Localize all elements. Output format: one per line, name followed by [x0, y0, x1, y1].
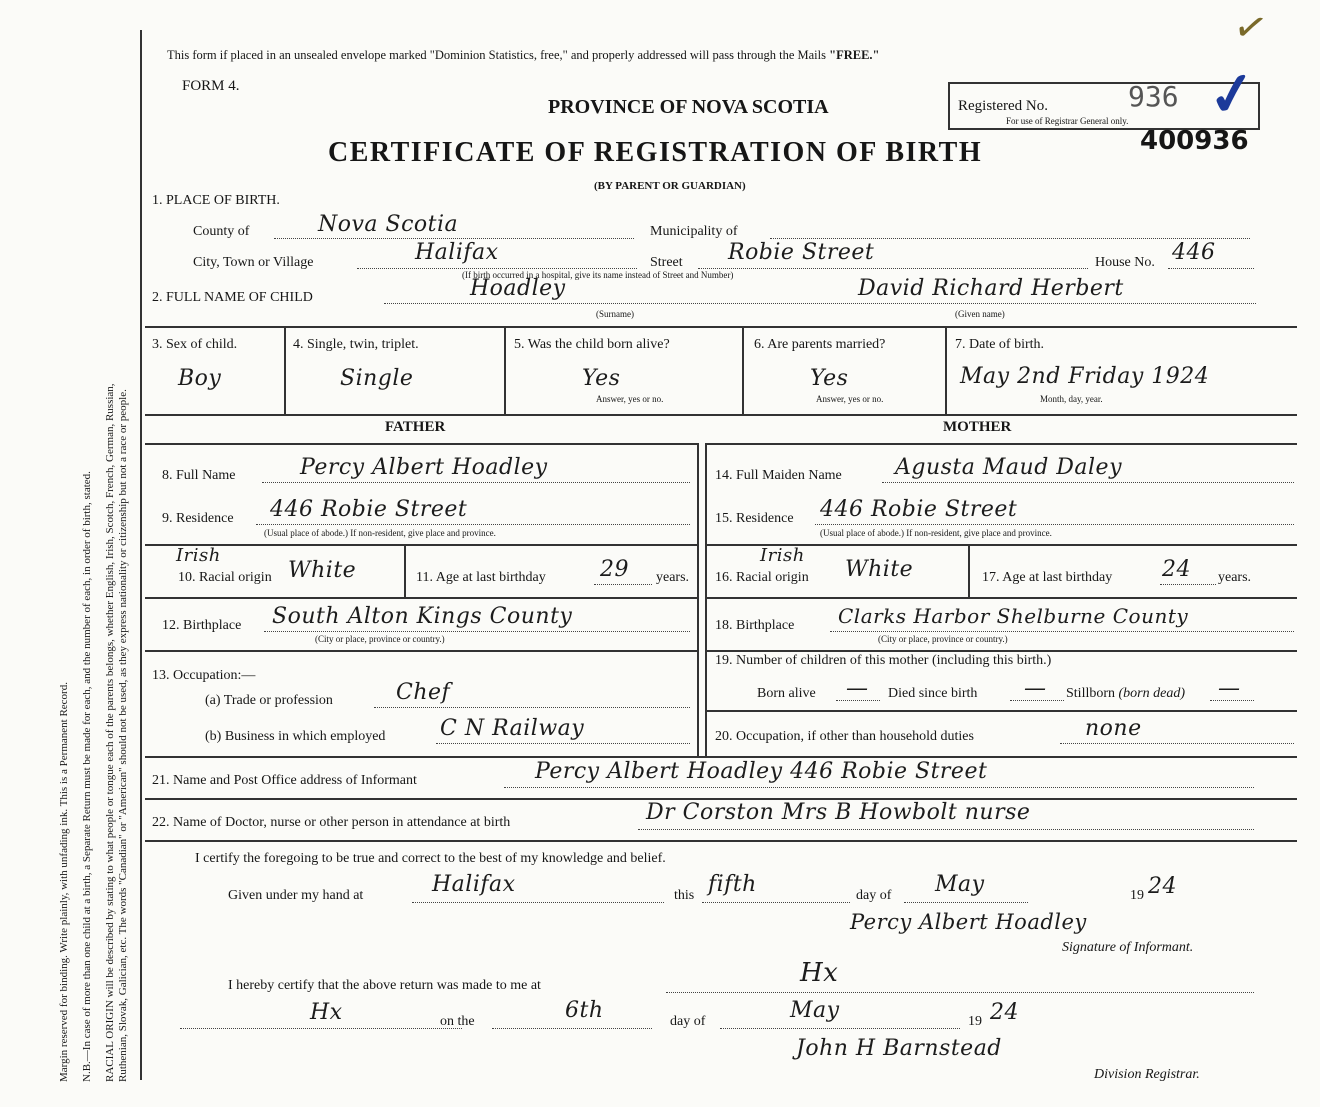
certify-text: I certify the foregoing to be true and correct to the best of my knowledge and belief. [195, 851, 666, 866]
father-heading: FATHER [385, 419, 446, 435]
city-label: City, Town or Village [193, 255, 314, 270]
plurality-value: Single [340, 366, 414, 391]
mother-heading: MOTHER [943, 419, 1012, 435]
child-given-note: (Given name) [955, 309, 1005, 319]
born-alive-label: 5. Was the child born alive? [514, 337, 670, 352]
father-birthplace-underline [264, 631, 690, 632]
mother-name-label: 14. Full Maiden Name [715, 468, 842, 483]
father-business-underline [436, 743, 690, 744]
father-business-value: C N Railway [440, 716, 585, 741]
father-racial-label: 10. Racial origin [178, 570, 272, 585]
doctor-underline [638, 829, 1254, 830]
given-place-underline [412, 902, 664, 903]
father-birthplace-note: (City or place, province or country.) [315, 634, 445, 644]
doctor-value: Dr Corston Mrs B Howbolt nurse [646, 800, 1031, 825]
mother-racial-bottom-rule [707, 597, 1297, 599]
married-label: 6. Are parents married? [754, 337, 886, 352]
certificate-title: CERTIFICATE OF REGISTRATION OF BIRTH [328, 137, 983, 168]
binding-margin-line [140, 30, 142, 1080]
child-surname-value: Hoadley [470, 276, 566, 301]
informant-value: Percy Albert Hoadley 446 Robie Street [535, 759, 988, 784]
margin-note-3: RACIAL ORIGIN will be described by stating to what people or tongue each of the parents belongs, whether English, Irish, Scotch, French, German, Russian, [104, 383, 116, 1082]
mother-occupation-value: none [1085, 716, 1142, 741]
city-value: Halifax [415, 240, 499, 265]
mother-racial-value: White [845, 557, 914, 582]
form-number: FORM 4. [182, 78, 240, 94]
child-name-underline [384, 303, 1256, 304]
mother-birthplace-bottom-rule [707, 650, 1297, 652]
division-registrar-label: Division Registrar. [1094, 1067, 1200, 1082]
mother-birthplace-label: 18. Birthplace [715, 618, 795, 633]
born-alive-note: Answer, yes or no. [596, 394, 664, 404]
street-value: Robie Street [728, 240, 875, 265]
row-3-bottom-rule [145, 414, 1297, 416]
mother-stillborn-label [1066, 686, 1185, 702]
registrar-place-value: Hx [800, 958, 839, 988]
house-value: 446 [1172, 240, 1216, 265]
father-age-unit: years. [656, 570, 690, 585]
stamp-number: 400936 [1140, 126, 1249, 156]
sex-value: Boy [178, 366, 222, 391]
registrar-day-underline [492, 1028, 652, 1029]
registered-number-label: Registered No. [958, 98, 1048, 114]
mother-racial-label: 16. Racial origin [715, 570, 809, 585]
mother-children-label: 19. Number of children of this mother (including this birth.) [715, 653, 1052, 668]
doctor-label: 22. Name of Doctor, nurse or other person in attendance at birth [152, 815, 511, 830]
mother-residence-underline [815, 524, 1294, 525]
parents-bottom-rule [145, 756, 1297, 758]
street-underline [698, 268, 1088, 269]
municipality-label: Municipality of [650, 224, 738, 239]
child-surname-note: (Surname) [596, 309, 634, 319]
informant-underline [504, 787, 1254, 788]
mother-occupation-label: 20. Occupation, if other than household duties [715, 729, 974, 744]
mother-residence-label: 15. Residence [715, 511, 794, 526]
row-3-divider-3 [742, 326, 744, 414]
father-racial-value: White [288, 558, 357, 583]
father-age-underline [594, 584, 652, 585]
given-place-value: Halifax [432, 872, 516, 897]
father-occupation-label: 13. Occupation:— [152, 668, 256, 683]
mother-stillborn-note: (born dead) [1118, 686, 1186, 701]
mother-name-value: Agusta Maud Daley [895, 455, 1123, 480]
father-birthplace-value: South Alton Kings County [272, 604, 573, 629]
father-residence-underline [256, 524, 690, 525]
father-trade-label: (a) Trade or profession [205, 693, 333, 708]
city-underline [357, 268, 637, 269]
year-prefix: 19 [1130, 888, 1144, 903]
house-underline [1168, 268, 1254, 269]
this-label: this [674, 888, 695, 903]
month-value: May [935, 872, 985, 897]
registrar-day-of-label: day of [670, 1014, 706, 1029]
mother-birthplace-note: (City or place, province or country.) [878, 634, 1008, 644]
margin-note-4: Ruthenian, Slovak, Galician, etc. The words "Canadian" or "American" should not be used, as they express nationality or citizenship but not a race or people. [117, 389, 129, 1082]
father-name-label: 8. Full Name [162, 468, 236, 483]
father-trade-value: Chef [396, 680, 451, 705]
check-mark-icon: ✓ [1203, 58, 1261, 131]
county-label: County of [193, 224, 250, 239]
registrar-day-value: 6th [565, 998, 604, 1023]
day-value: fifth [708, 872, 757, 897]
row-3-divider-2 [504, 326, 506, 414]
father-residence-label: 9. Residence [162, 511, 234, 526]
mother-died-label: Died since birth [888, 686, 978, 701]
registrar-year-value: 24 [990, 1000, 1019, 1025]
father-age-value: 29 [600, 557, 629, 582]
row-3-divider-4 [945, 326, 947, 414]
registrar-month-value: May [790, 998, 840, 1023]
municipality-underline [770, 238, 1250, 239]
year-value: 24 [1148, 874, 1177, 899]
father-racial-above: Irish [176, 545, 221, 566]
margin-note-2: N.B.—In case of more than one child at a birth, a Separate Return must be made for each, and the number of each, in order of birth, stated. [81, 471, 93, 1082]
mother-born-alive-value: — [846, 676, 869, 701]
mother-residence-value: 446 Robie Street [820, 497, 1018, 522]
father-heading-rule [145, 443, 697, 445]
pencil-check-icon: ✓ [1229, 2, 1272, 53]
mother-age-value: 24 [1162, 557, 1191, 582]
given-under-label: Given under my hand at [228, 888, 364, 903]
on-the-label: on the [440, 1014, 475, 1029]
mother-age-unit: years. [1218, 570, 1252, 585]
registrar-certify-text: I hereby certify that the above return was made to me at [228, 978, 541, 993]
row-3-top-rule [145, 326, 1297, 328]
mother-born-alive-label: Born alive [757, 686, 816, 701]
father-racial-divider [404, 544, 406, 597]
registered-number-value: 936 [1128, 80, 1179, 113]
mother-occupation-underline [1060, 743, 1294, 744]
parents-center-divider-left [697, 443, 699, 756]
father-racial-top-rule [145, 544, 697, 546]
hospital-note: (If birth occurred in a hospital, give its name instead of Street and Number) [462, 270, 734, 280]
signature-informant-label: Signature of Informant. [1062, 940, 1194, 955]
mother-stillborn-value: — [1218, 676, 1241, 701]
informant-label: 21. Name and Post Office address of Informant [152, 773, 417, 788]
married-note: Answer, yes or no. [816, 394, 884, 404]
father-birthplace-label: 12. Birthplace [162, 618, 242, 633]
father-age-label: 11. Age at last birthday [416, 570, 546, 585]
registrar-place2-underline [180, 1028, 462, 1029]
father-birthplace-bottom-rule [145, 650, 697, 652]
registrar-signature: John H Barnstead [796, 1036, 1002, 1061]
informant-signature: Percy Albert Hoadley [850, 910, 1087, 934]
mother-residence-note: (Usual place of abode.) If non-resident, give place and province. [820, 528, 1052, 538]
father-name-underline [262, 482, 690, 483]
mother-racial-above: Irish [760, 545, 805, 566]
father-residence-value: 446 Robie Street [270, 497, 468, 522]
registrar-year-prefix: 19 [968, 1014, 982, 1029]
mother-birthplace-value: Clarks Harbor Shelburne County [838, 604, 1189, 628]
registrar-place-underline [666, 992, 1254, 993]
mother-children-bottom-rule [707, 710, 1297, 712]
province-title: PROVINCE OF NOVA SCOTIA [548, 96, 829, 118]
street-label: Street [650, 255, 683, 270]
mother-age-label: 17. Age at last birthday [982, 570, 1113, 585]
mother-birthplace-underline [830, 631, 1294, 632]
county-value: Nova Scotia [318, 212, 459, 237]
mother-stillborn-label-text: Stillborn [1066, 686, 1116, 701]
dob-note: Month, day, year. [1040, 394, 1103, 404]
doctor-bottom-rule [145, 840, 1297, 842]
mother-age-underline [1160, 584, 1216, 585]
margin-note-1: Margin reserved for binding. Write plainly, with unfading ink. This is a Permanent Record. [58, 682, 70, 1082]
sex-label: 3. Sex of child. [152, 337, 238, 352]
house-label: House No. [1095, 255, 1155, 270]
mother-name-underline [882, 482, 1294, 483]
father-business-label: (b) Business in which employed [205, 729, 386, 744]
father-trade-underline [374, 707, 690, 708]
child-name-label: 2. FULL NAME OF CHILD [152, 290, 313, 305]
registrar-month-underline [720, 1028, 960, 1029]
day-underline [702, 902, 850, 903]
day-of-label: day of [856, 888, 892, 903]
mother-racial-divider [968, 544, 970, 597]
father-racial-bottom-rule [145, 597, 697, 599]
registrar-place2-value: Hx [310, 1000, 343, 1025]
dob-value: May 2nd Friday 1924 [960, 364, 1210, 389]
place-of-birth-heading: 1. PLACE OF BIRTH. [152, 193, 280, 208]
row-3-divider-1 [284, 326, 286, 414]
top-postal-note: This form if placed in an unsealed envelope marked "Dominion Statistics, free," and properly addressed will pass through the Mails "FREE." [167, 48, 880, 62]
mother-heading-rule [707, 443, 1297, 445]
dob-label: 7. Date of birth. [955, 337, 1045, 352]
plurality-label: 4. Single, twin, triplet. [293, 337, 419, 352]
mother-died-value: — [1024, 676, 1047, 701]
born-alive-value: Yes [582, 366, 621, 391]
married-value: Yes [810, 366, 849, 391]
month-underline [904, 902, 1028, 903]
father-name-value: Percy Albert Hoadley [300, 455, 548, 480]
father-residence-note: (Usual place of abode.) If non-resident, give place and province. [264, 528, 496, 538]
registered-number-note: For use of Registrar General only. [1006, 116, 1129, 126]
certificate-subtitle: (BY PARENT OR GUARDIAN) [594, 180, 746, 192]
child-given-value: David Richard Herbert [858, 276, 1124, 301]
county-underline [274, 238, 634, 239]
